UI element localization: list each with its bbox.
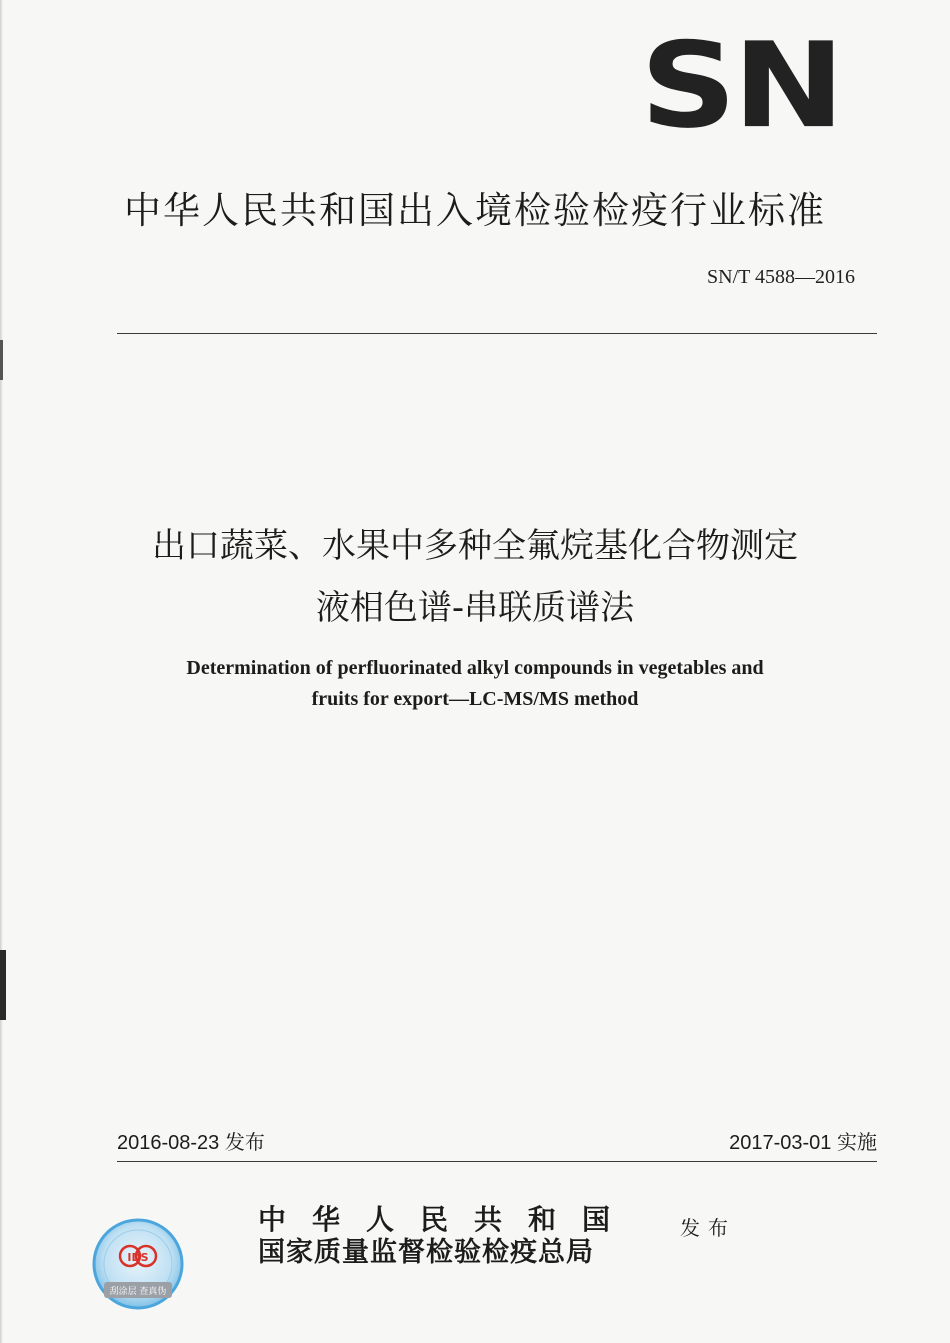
english-title-line-2: fruits for export—LC-MS/MS method [311,688,639,710]
chinese-title-line-1: 出口蔬菜、水果中多种全氟烷基化合物测定 [152,526,798,566]
scan-mark [0,340,3,380]
english-title-line-1: Determination of perfluorinated alkyl compounds in vegetables and [186,657,764,679]
anti-counterfeit-seal [92,1218,184,1310]
seal-center-text: IDS [127,1251,149,1264]
sn-logo: SN [640,17,841,155]
seal-bottom-text: 刮涂层 查真伪 [109,1287,167,1297]
issue-date: 2016-08-23 发布 [117,1132,265,1154]
top-divider [117,333,877,334]
issue-label: 发布 [680,1216,736,1240]
seal-graphic [92,1218,184,1310]
effective-date: 2017-03-01 实施 [729,1132,877,1154]
chinese-title-line-2: 液相色谱-串联质谱法 [315,588,635,628]
issuer-line-1: 中华人民共和国 [258,1203,637,1236]
scan-mark [0,950,6,1020]
issuer-line-2: 国家质量监督检验检疫总局 [258,1237,594,1268]
standard-number: SN/T 4588—2016 [707,266,855,288]
org-title: 中华人民共和国出入境检验检疫行业标准 [124,189,826,232]
bottom-divider [117,1161,877,1162]
